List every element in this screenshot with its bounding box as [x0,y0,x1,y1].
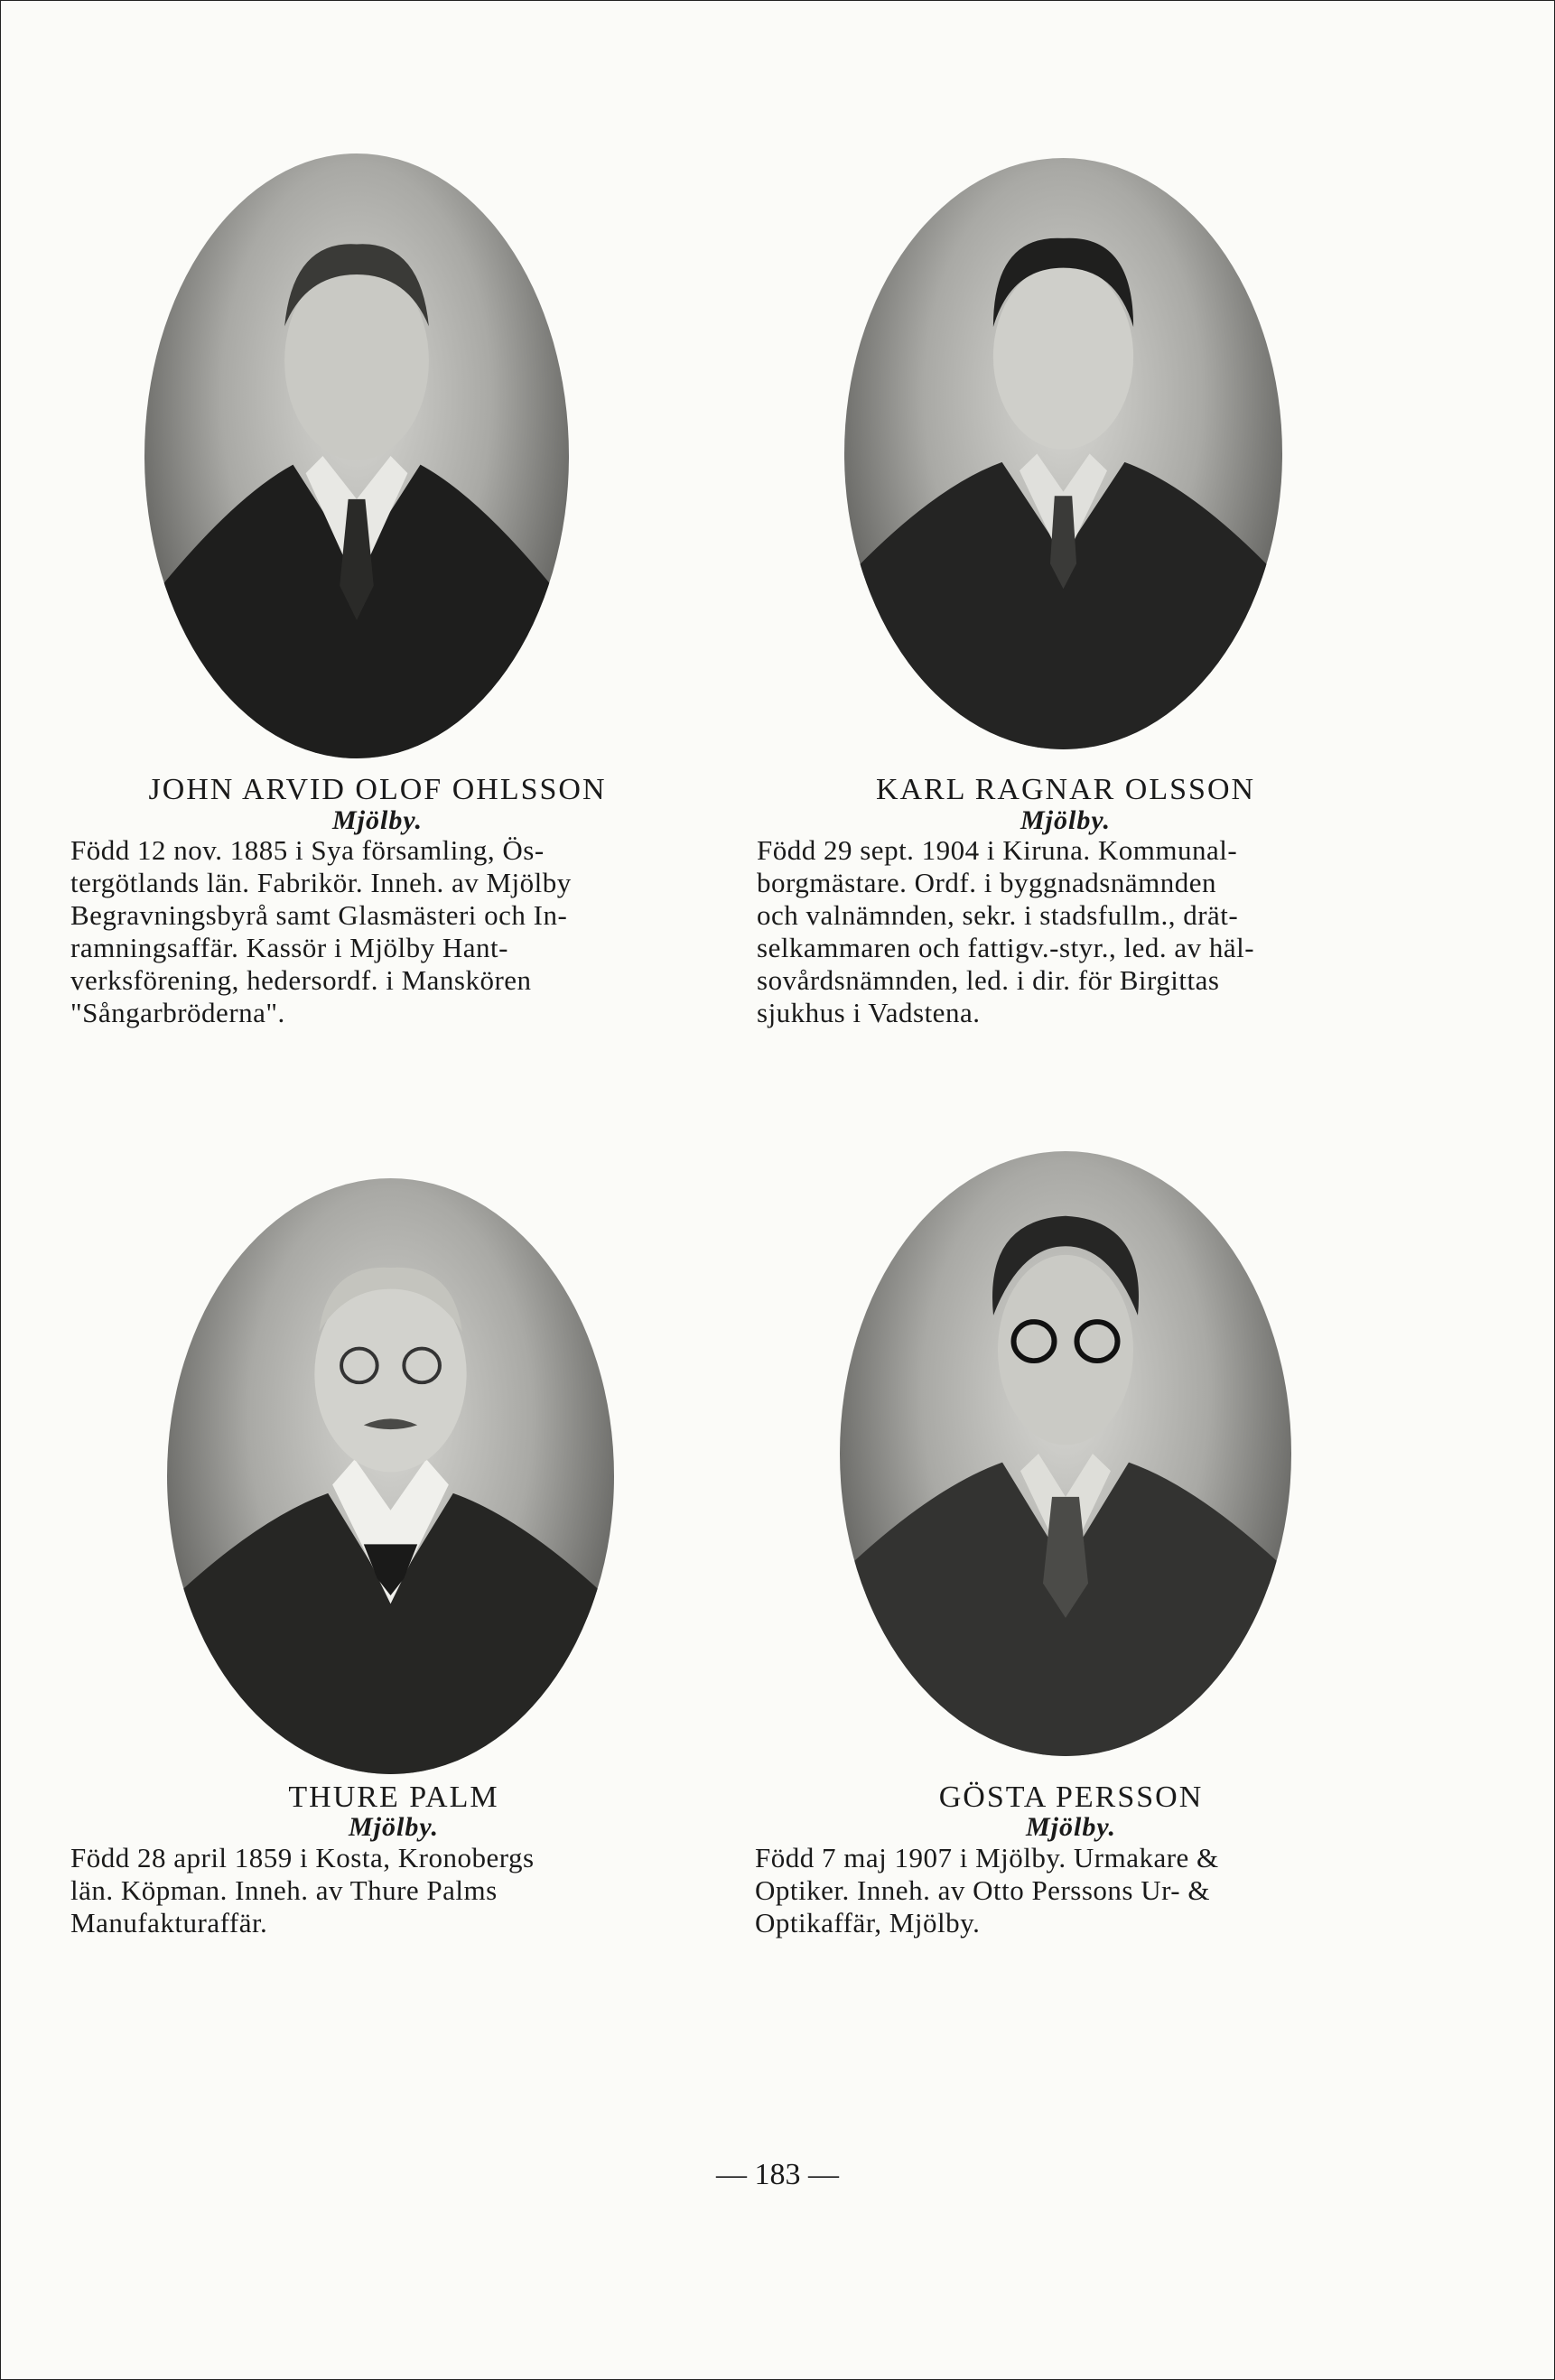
bio-line: Född 7 maj 1907 i Mjölby. Urmakare & [755,1842,1219,1873]
portrait-photo-persson [840,1151,1291,1756]
bio-line: och valnämnden, sekr. i stadsfullm., drät- [757,899,1239,931]
bio-line: ramningsaffär. Kassör i Mjölby Hant- [70,932,508,963]
person-place: Mjölby. [1025,1812,1117,1842]
bio-line: sjukhus i Vadstena. [757,997,981,1028]
person-name: KARL RAGNAR OLSSON [875,773,1256,806]
bio-line: selkammaren och fattigv.-styr., led. av häl- [757,932,1255,963]
person-place: Mjölby. [348,1812,440,1842]
person-place: Mjölby. [1020,805,1112,835]
person-name: JOHN ARVID OLOF OHLSSON [148,773,607,806]
bio-line: borgmästare. Ordf. i byggnadsnämnden [757,867,1217,898]
page-number: — 183 — [716,2158,839,2191]
portrait-photo-palm [167,1178,614,1774]
person-place: Mjölby. [331,805,424,835]
bio-line: sovårdsnämnden, led. i dir. för Birgittas [757,964,1220,996]
person-biography [755,1842,1369,1939]
bio-line: verksförening, hedersordf. i Manskören [70,964,532,996]
bio-line: tergötlands län. Fabrikör. Inneh. av Mjölby [70,867,572,898]
portrait-photo-olsson [844,158,1282,749]
person-name: GÖSTA PERSSON [938,1780,1204,1814]
bio-line: Manufakturaffär. [70,1907,268,1938]
bio-line: Begravningsbyrå samt Glasmästeri och In- [70,899,568,931]
bio-line: Optikaffär, Mjölby. [755,1907,981,1938]
bio-line: Optiker. Inneh. av Otto Perssons Ur- & [755,1874,1210,1906]
bio-line: Född 28 april 1859 i Kosta, Kronobergs [70,1842,535,1873]
person-biography [70,1842,684,1939]
bio-line: Född 29 sept. 1904 i Kiruna. Kommunal- [757,834,1238,866]
person-name: THURE PALM [288,1780,499,1814]
bio-line: "Sångarbröderna". [70,997,285,1028]
portrait-photo-ohlsson [144,153,569,758]
bio-line: Född 12 nov. 1885 i Sya församling, Ös- [70,834,545,866]
bio-line: län. Köpman. Inneh. av Thure Palms [70,1874,498,1906]
person-biography [757,834,1371,1029]
person-biography [70,834,684,1029]
